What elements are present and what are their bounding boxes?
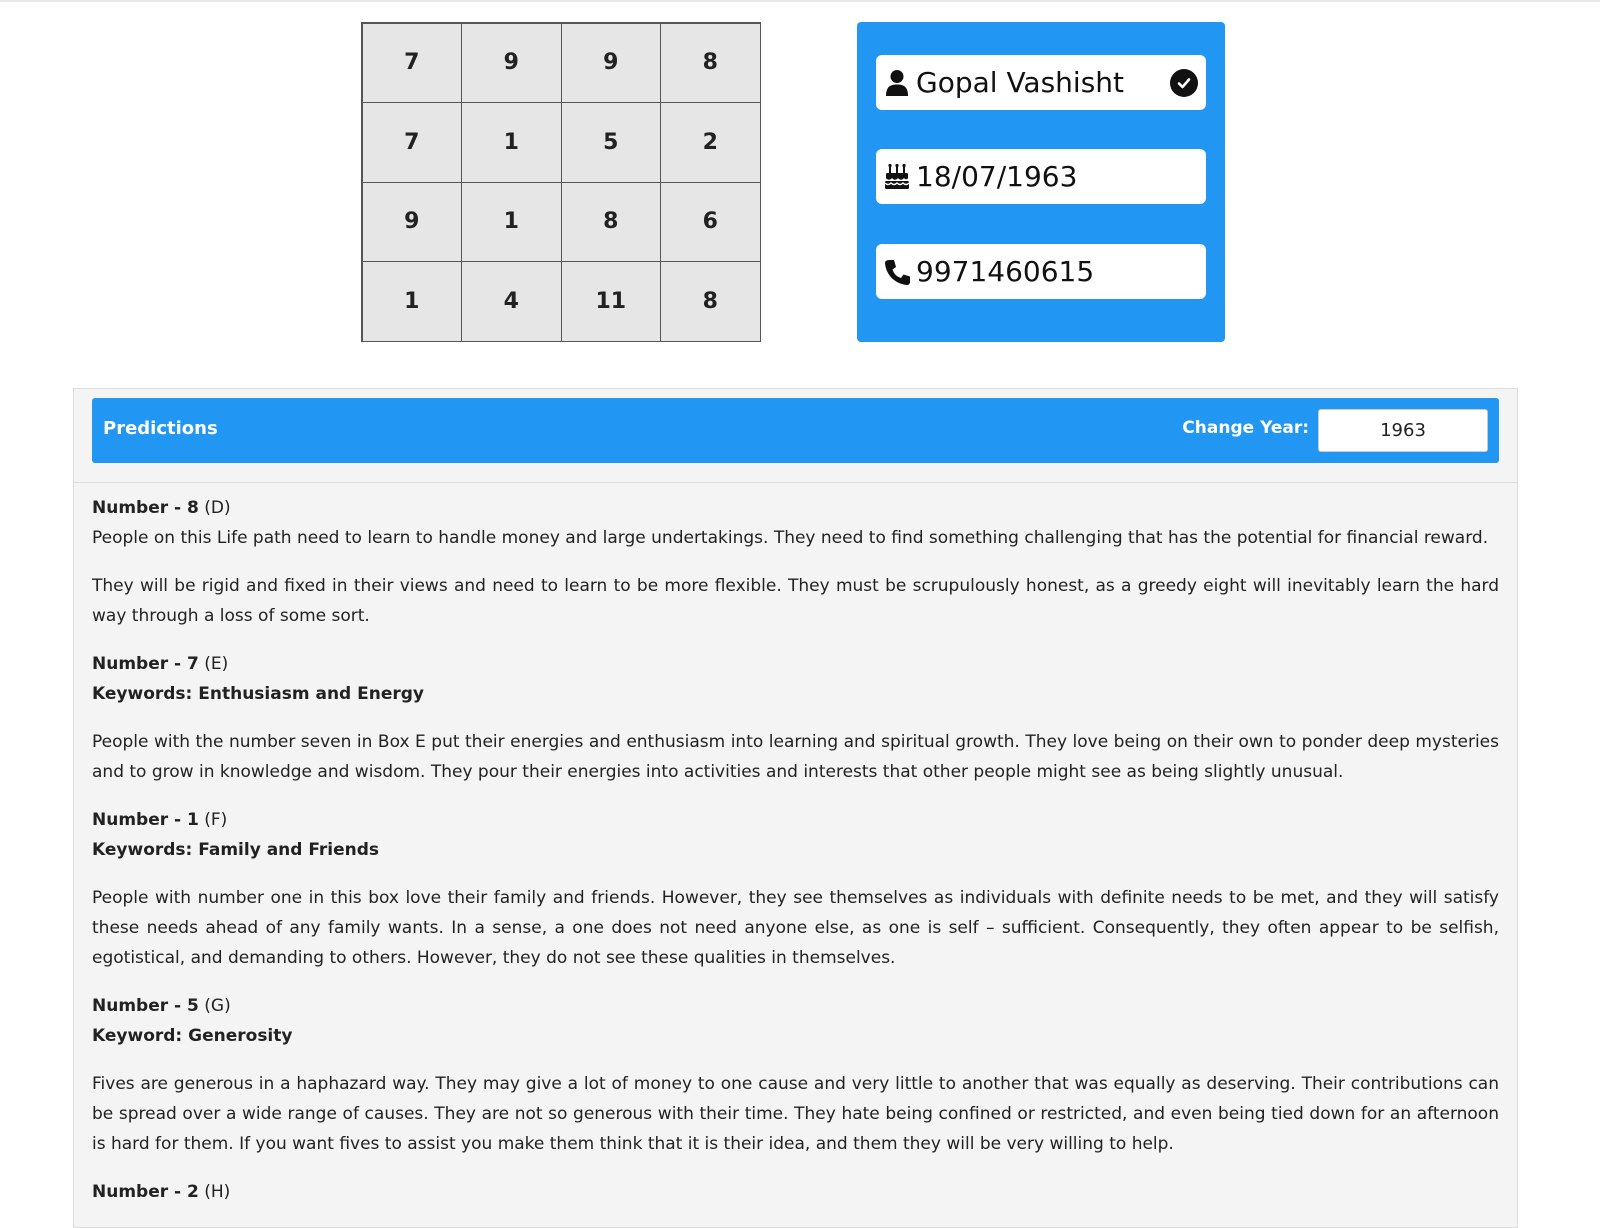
grid-cell: 8 <box>561 182 662 263</box>
prediction-keyword: Keywords: Family and Friends <box>92 840 380 860</box>
prediction-box: (D) <box>204 498 231 518</box>
grid-cell: 8 <box>660 23 761 104</box>
user-icon <box>884 69 910 97</box>
predictions-panel <box>73 388 1518 1228</box>
grid-cell: 11 <box>561 261 662 342</box>
grid-cell: 9 <box>561 23 662 104</box>
grid-cell: 2 <box>660 102 761 183</box>
birthday-cake-icon <box>884 163 910 191</box>
profile-phone: 9971460615 <box>916 255 1095 288</box>
prediction-number: Number - 2 <box>92 1182 199 1202</box>
grid-cell: 9 <box>362 182 463 263</box>
prediction-number: Number - 1 <box>92 810 199 830</box>
grid-cell: 1 <box>461 182 562 263</box>
prediction-paragraph: Fives are generous in a haphazard way. They may give a lot of money to one cause and very little to another that was equally as deserving. Their contributions can be spread over a wide range of causes. They are not so generous with their time. They hate being confined or restricted, and even being tied down for an afternoon is hard for them. If you want fives to assist you make them think that it is their idea, and them they will be very willing to help. <box>92 1074 1499 1154</box>
prediction-heading <box>92 1177 1499 1207</box>
grid-cell: 7 <box>362 102 463 183</box>
grid-cell: 9 <box>461 23 562 104</box>
grid-cell: 4 <box>461 261 562 342</box>
prediction-box: (E) <box>204 654 229 674</box>
predictions-title: Predictions <box>103 418 218 439</box>
prediction-number: Number - 7 <box>92 654 199 674</box>
grid-cell: 5 <box>561 102 662 183</box>
phone-field <box>876 244 1206 299</box>
prediction-paragraph: People with the number seven in Box E put their energies and enthusiasm into learning and spiritual growth. They love being on their own to ponder deep mysteries and to grow in knowledge and wisdom. They pour their energies into activities and interests that other people might see as being slightly unusual. <box>92 732 1499 782</box>
year-input[interactable] <box>1318 409 1488 452</box>
prediction-paragraph: People with number one in this box love their family and friends. However, they see themselves as individuals with definite needs to be met, and they will satisfy these needs ahead of any family wants. In a sense, a one does not need anyone else, as one is self – sufficient. Consequently, they often appear to be selfish, egotistical, and demanding to others. However, they do not see these qualities in themselves. <box>92 888 1499 968</box>
predictions-content <box>92 493 1499 1207</box>
profile-dob: 18/07/1963 <box>916 160 1078 193</box>
number-grid <box>361 22 761 342</box>
grid-cell: 1 <box>461 102 562 183</box>
verified-check-icon <box>1170 69 1198 97</box>
prediction-heading <box>92 649 1499 679</box>
name-field <box>876 55 1206 110</box>
prediction-number: Number - 8 <box>92 498 199 518</box>
profile-name: Gopal Vashisht <box>916 66 1125 99</box>
prediction-heading <box>92 805 1499 835</box>
prediction-box: (G) <box>204 996 231 1016</box>
prediction-paragraph: They will be rigid and fixed in their views and need to learn to be more flexible. They must be scrupulously honest, as a greedy eight will inevitably learn the hard way through a loss of some sort. <box>92 576 1499 626</box>
phone-icon <box>884 258 910 286</box>
grid-cell: 7 <box>362 23 463 104</box>
grid-cell: 1 <box>362 261 463 342</box>
prediction-box: (F) <box>204 810 228 830</box>
dob-field <box>876 149 1206 204</box>
prediction-number: Number - 5 <box>92 996 199 1016</box>
profile-card <box>857 22 1225 342</box>
prediction-heading <box>92 493 1499 523</box>
grid-cell: 6 <box>660 182 761 263</box>
grid-cell: 8 <box>660 261 761 342</box>
panel-divider <box>74 482 1517 483</box>
prediction-heading <box>92 991 1499 1021</box>
top-divider <box>0 0 1600 2</box>
prediction-paragraph: People on this Life path need to learn to handle money and large undertakings. They need to find something challenging that has the potential for financial reward. <box>92 528 1489 548</box>
predictions-header <box>92 398 1499 463</box>
prediction-box: (H) <box>204 1182 231 1202</box>
prediction-keyword: Keywords: Enthusiasm and Energy <box>92 684 425 704</box>
prediction-keyword: Keyword: Generosity <box>92 1026 293 1046</box>
change-year-label: Change Year: <box>1182 418 1309 438</box>
